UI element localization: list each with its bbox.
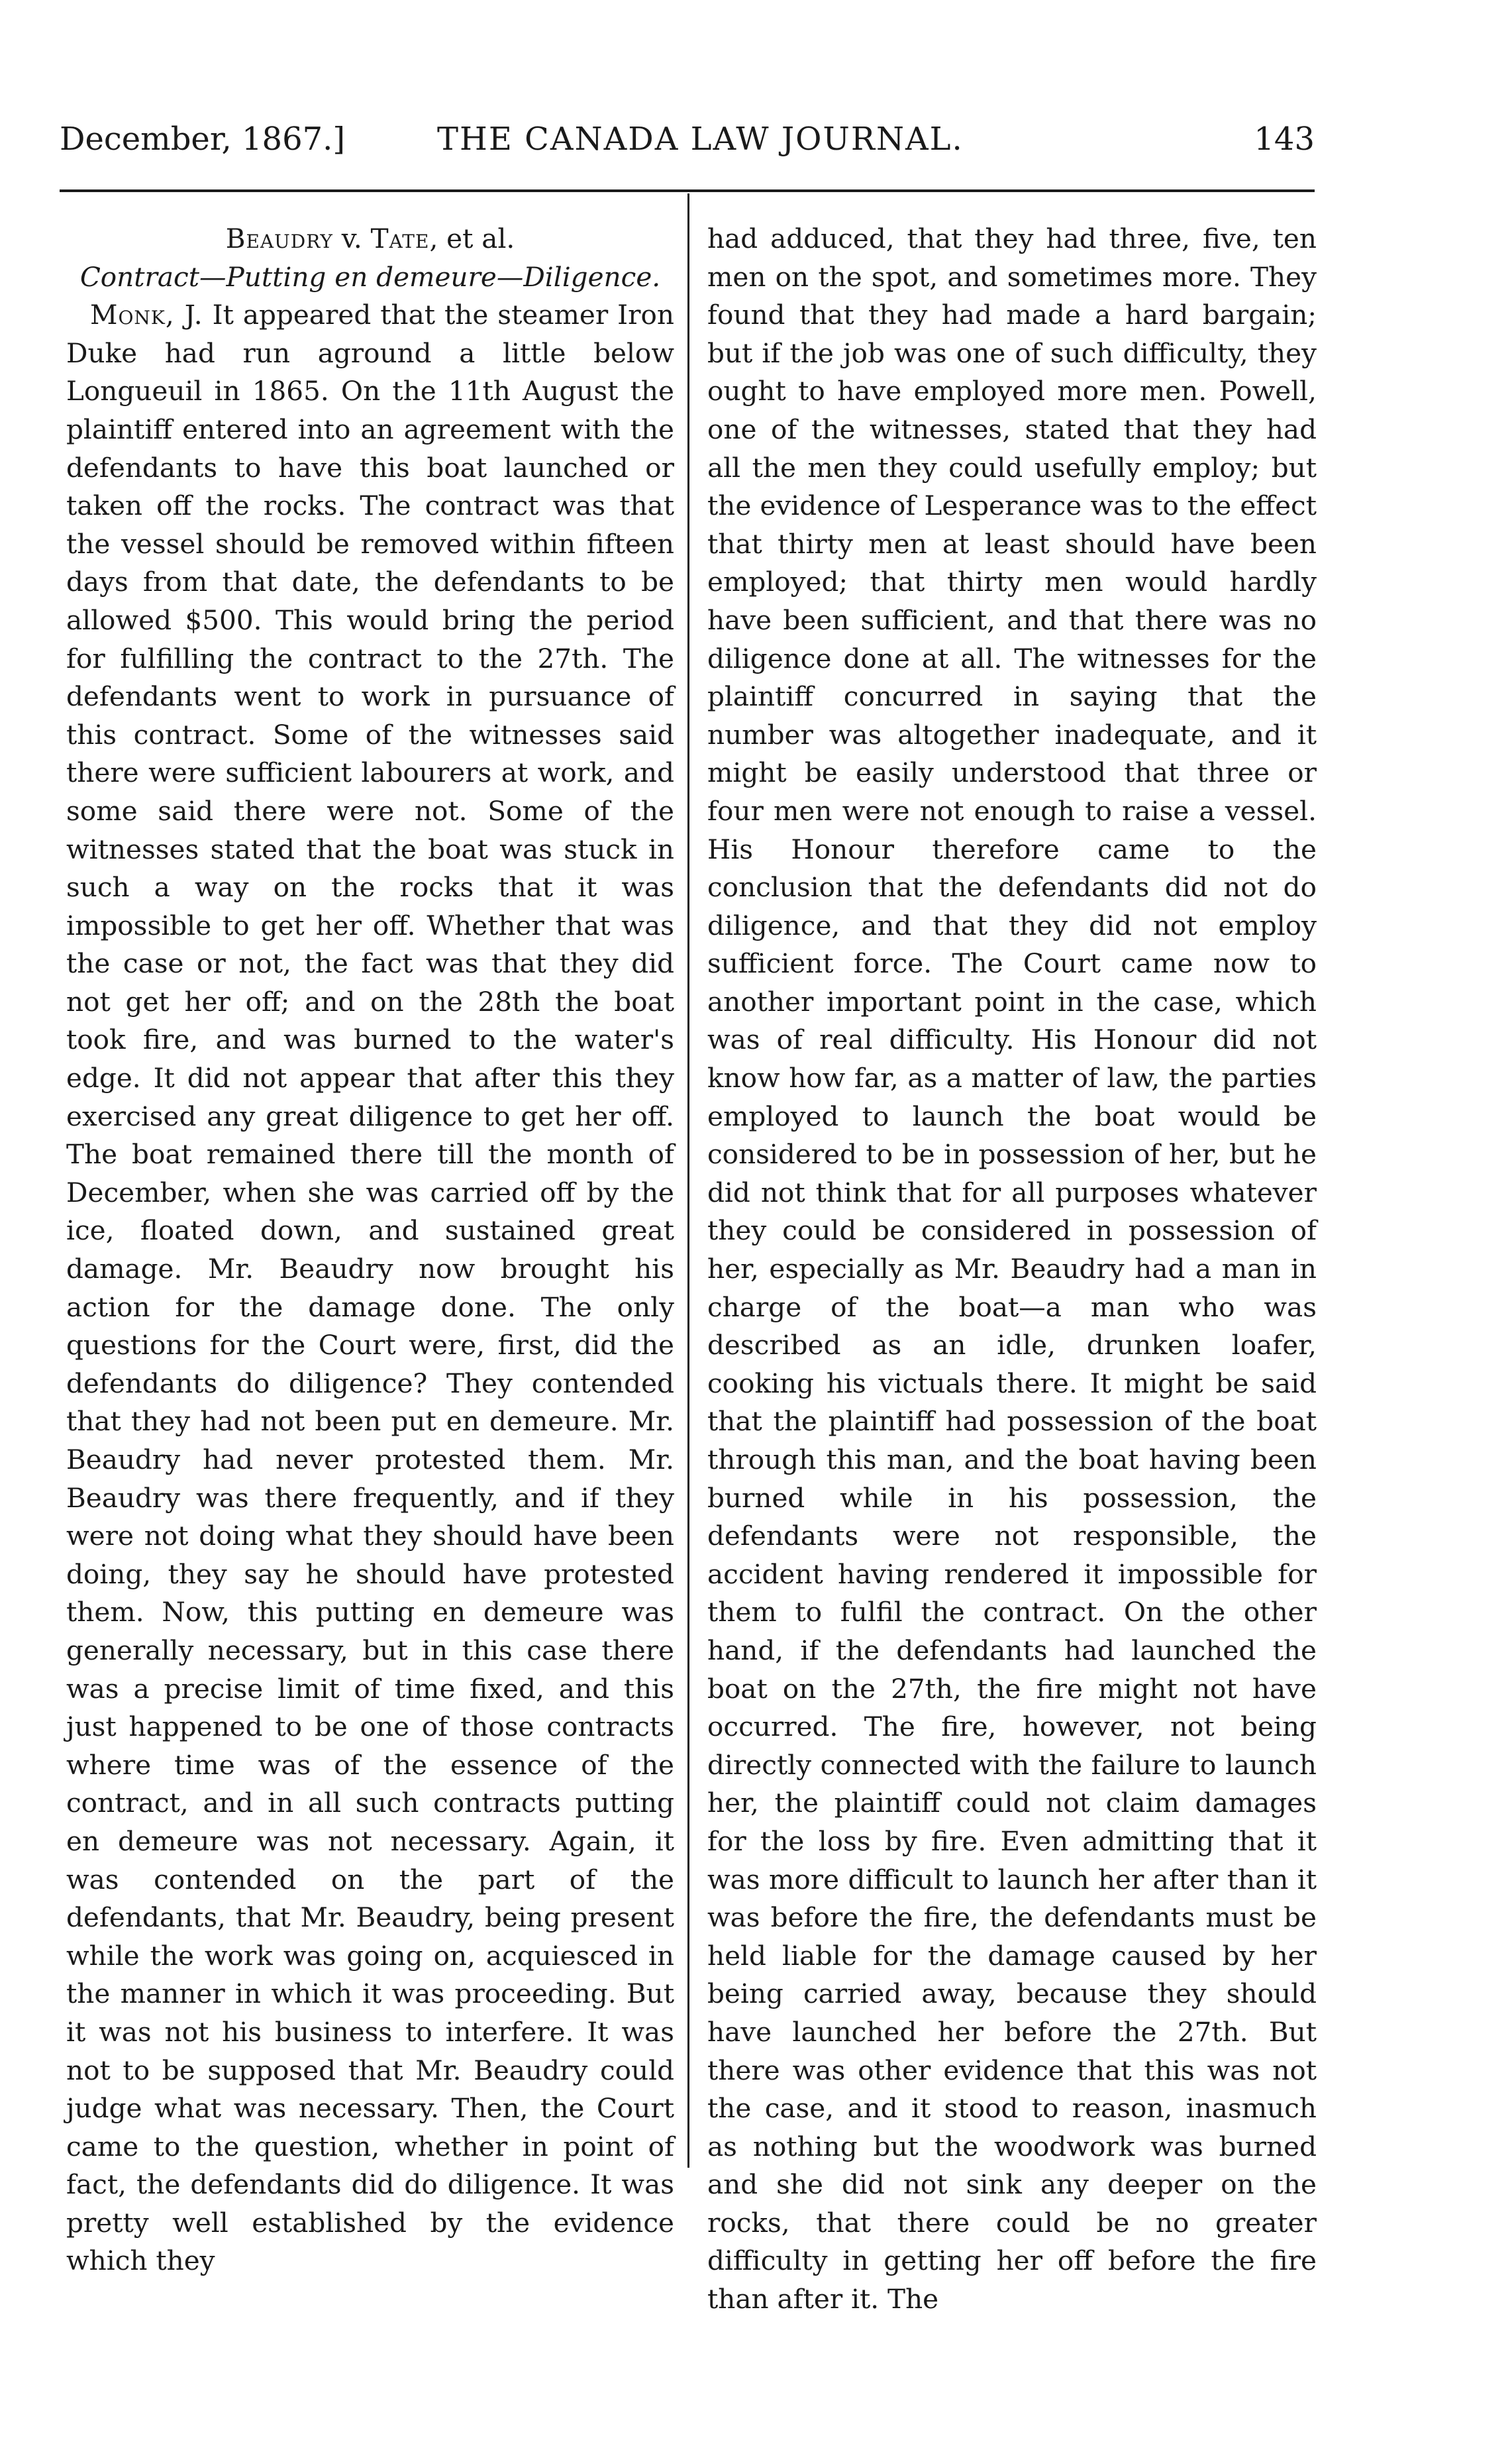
case-title xyxy=(66,220,674,258)
header-rule xyxy=(60,189,1315,192)
case-subject: Contract—Putting en demeure—Diligence. xyxy=(79,260,661,293)
versus: v. xyxy=(332,223,371,254)
judge-name: Monk, J. xyxy=(90,299,203,331)
defendant-name: Tate xyxy=(370,223,430,254)
right-column xyxy=(707,220,1317,2319)
left-column-body: It appeared that the steamer Iron Duke had run aground a little below Longueuil in 1865. On the 11th August the plaintiff entered into an agreement with the defendants to have this boat launched or taken off the rocks. The contract was that the vessel should be removed within fifteen days from that date, the defendants to be allowed $500. This would bring the period for fulfilling the contract to the 27th. The defendants went to work in pursuance of this contract. Some of the witnesses said there were sufficient labourers at work, and some said there were not. Some of the witnesses stated that the boat was stuck in such a way on the rocks that it was impossible to get her off. Whether that was the case or not, the fact was that they did not get her off; and on the 28th the boat took fire, and was burned to the water's edge. It did not appear that after this they exercised any great diligence to get her off. The boat remained there till the month of December, when she was carried off by the ice, floated down, and sustained great damage. Mr. Beaudry now brought his action for the damage done. The only questions for the Court were, first, did the defendants do diligence? They contended that they had not been put en demeure. Mr. Beaudry had never protested them. Mr. Beaudry was there frequently, and if they were not doing what they should have been doing, they say he should have protested them. Now, this putting en demeure was generally necessary, but in this case there was a precise limit of time fixed, and this just happened to be one of those contracts where time was of the essence of the contract, and in all such contracts putting en demeure was not necessary. Again, it was contended on the part of the defendants, that Mr. Beaudry, being present while the work was going on, acquiesced in the manner in which it was proceeding. But it was not his business to interfere. It was not to be supposed that Mr. Beaudry could judge what was necessary. Then, the Court came to the question, whether in point of fact, the defendants did do diligence. It was pretty well established by the evidence which they xyxy=(66,299,675,2277)
right-column-body: had adduced, that they had three, five, ten men on the spot, and sometimes more. They found that they had made a hard bargain; but if the job was one of such difficulty, they ought to have employed more men. Powell, one of the witnesses, stated that they had all the men they could usefully employ; but the evidence of Lesperance was to the effect that thirty men at least should have been employed; that thirty men would hardly have been sufficient, and that there was no diligence done at all. The witnesses for the plaintiff concurred in saying that the number was altogether inadequate, and it might be easily understood that three or four men were not enough to raise a vessel. His Honour therefore came to the conclusion that the defendants did not do diligence, and that they did not employ sufficient force. The Court came now to another important point in the case, which was of real difficulty. His Honour did not know how far, as a matter of law, the parties employed to launch the boat would be considered to be in possession of her, but he did not think that for all purposes whatever they could be considered in possession of her, especially as Mr. Beaudry had a man in charge of the boat—a man who was described as an idle, drunken loafer, cooking his victuals there. It might be said that the plaintiff had possession of the boat through this man, and the boat having been burned while in his possession, the defendants were not responsible, the accident having rendered it impossible for them to fulfil the contract. On the other hand, if the defendants had launched the boat on the 27th, the fire might not have occurred. The fire, however, not being directly connected with the failure to launch her, the plaintiff could not claim damages for the loss by fire. Even admitting that it was more difficult to launch her after than it was before the fire, the defendants must be held liable for the damage caused by her being carried away, because they should have launched her before the 27th. But there was other evidence that this was not the case, and it stood to reason, inasmuch as nothing but the woodwork was burned and she did not sink any deeper on the rocks, that there could be no greater difficulty in getting her off before the fire than after it. The xyxy=(707,223,1317,2315)
issue-date: December, 1867.] xyxy=(60,121,346,158)
running-header xyxy=(60,113,1315,166)
plaintiff-name: Beaudry xyxy=(225,223,333,254)
judgment-text-left xyxy=(66,296,674,2280)
journal-title: THE CANADA LAW JOURNAL. xyxy=(437,121,964,158)
column-divider xyxy=(687,193,689,2168)
left-column xyxy=(66,220,674,2280)
et-al: , et al. xyxy=(429,223,515,254)
page-number: 143 xyxy=(1254,121,1315,158)
